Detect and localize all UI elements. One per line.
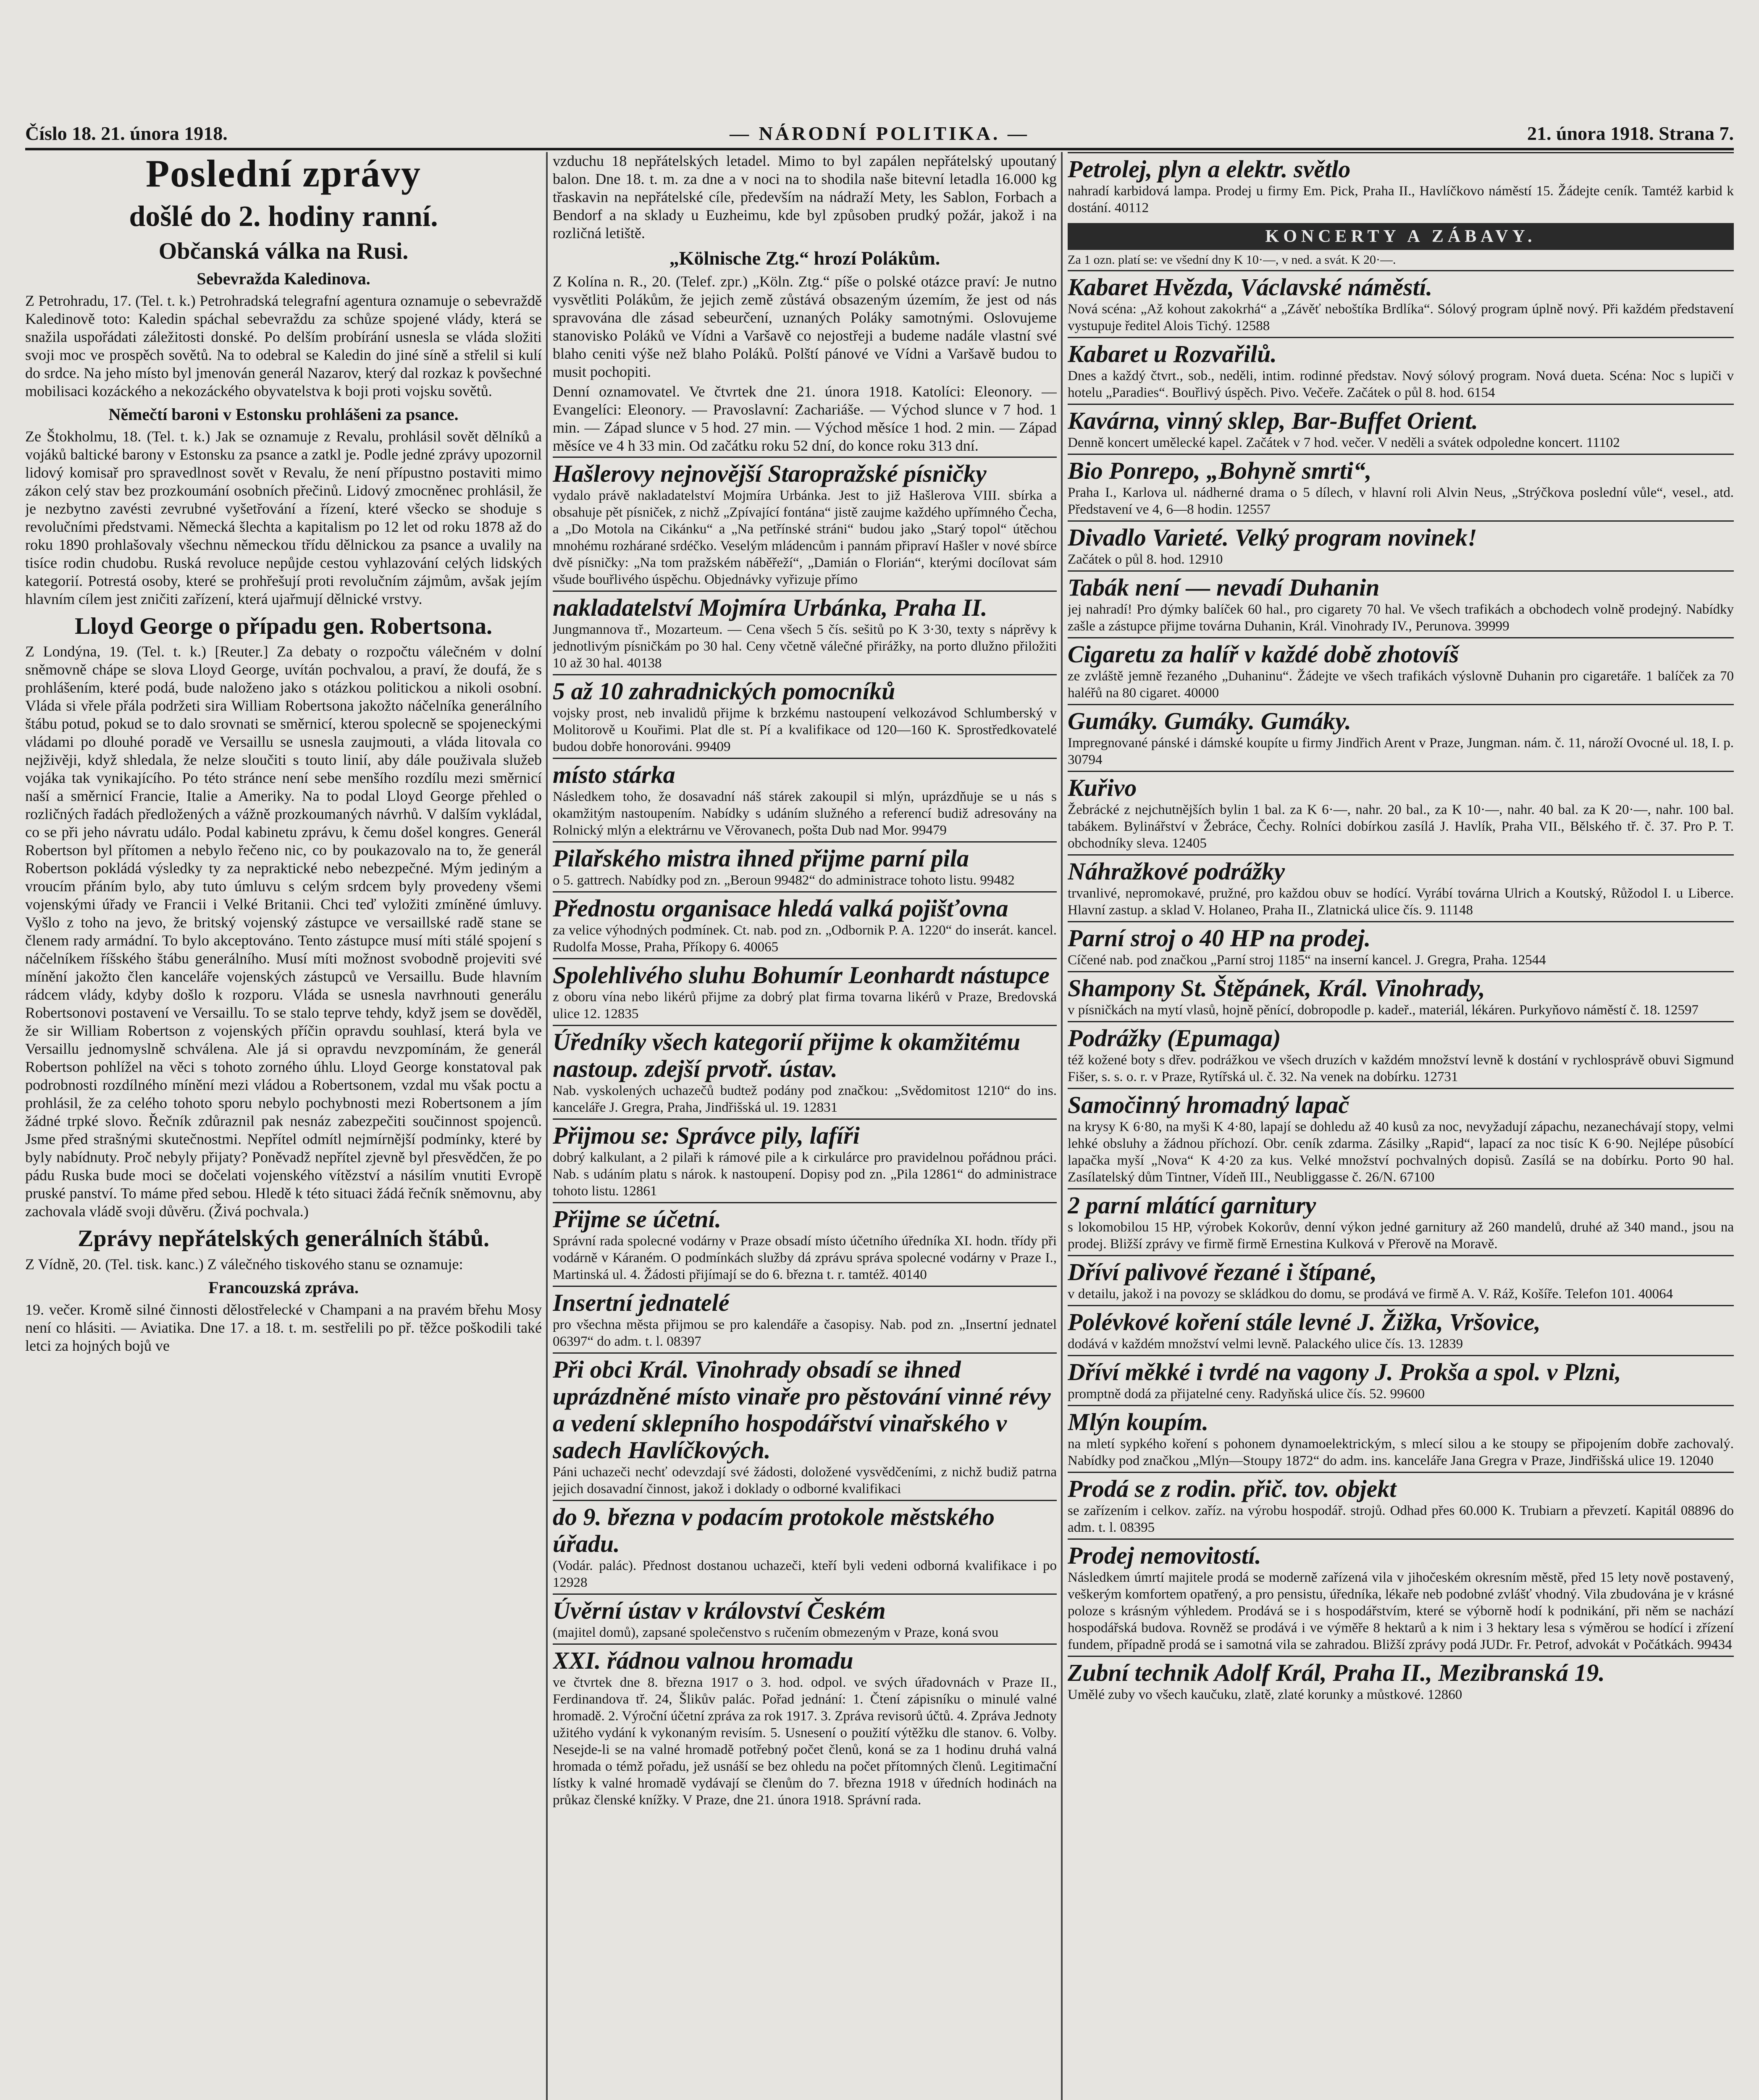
headline: došlé do 2. hodiny ranní.	[129, 200, 438, 233]
ad-body: v detailu, jakož i na povozy se skládkou do domu, se prodává ve firmě A. V. Ráž, Košíře. Telefon 101. 40064	[1068, 1286, 1673, 1302]
classified-ad	[553, 1202, 1057, 1286]
ad-headline: Mlýn koupím.	[1068, 1408, 1209, 1436]
ad-body: nahradí karbidová lampa. Prodej u firmy Em. Pick, Praha II., Havlíčkovo náměstí 15. Žádejte ceník. Tamtéž karbid k dostání. 40112	[1068, 184, 1734, 215]
ad-headline: Polévkové koření stále levné J. Žižka, Vršovice,	[1068, 1308, 1541, 1336]
classified-ad	[1068, 971, 1734, 1021]
article-paragraph: Denní oznamovatel. Ve čtvrtek dne 21. února 1918. Katolíci: Eleonory. — Evangelíci: Eleonory. — Pravoslavní: Zachariáše. — Východ slunce v 7 hod. 1 min. — Západ slunce v 5 hod. 27 min. — Východ měsíce 1 hod. 2 min. — Západ měsíce ve 4 h 33 min. Od začátku roku 52 dní, do konce roku 313 dní.	[553, 383, 1057, 454]
ad-headline: 2 parní mlátící garnitury	[1068, 1192, 1316, 1219]
ad-headline: Cigaretu za halíř v každé době zhotovíš	[1068, 640, 1459, 668]
article-paragraph: Z Kolína n. R., 20. (Telef. zpr.) „Köln. Ztg.“ píše o polské otázce praví: Je nutno vysvětliti Polákům, že jejich země zůstává obsazeným územím, že jest od nás spravována dle zásad sebeurčení, uznaných Poláky samotnými. Oslovujeme stanovisko Poláků ve Vídni a Varšavě co nejostřeji a budeme nadále vlastní své blaho ceniti výše než blaho Poláků. Polští pánové ve Vídni a Varšavě budou to musit pochopiti.	[553, 273, 1057, 380]
ad-headline: Prodá se z rodin. přič. tov. objekt	[1068, 1475, 1397, 1502]
ad-body: Umělé zuby vo všech kaučuku, zlatě, zlaté korunky a můstkové. 12860	[1068, 1687, 1462, 1702]
classified-ad	[553, 841, 1057, 891]
classified-ad	[1068, 637, 1734, 704]
ad-headline: Náhražkové podrážky	[1068, 858, 1285, 885]
ad-body: ve čtvrtek dne 8. března 1917 o 3. hod. odpol. ve svých úřadovnách v Praze II., Ferdinandova tř. 24, Šlikův palác. Pořad jednání: 1. Čtení zápisníku o minulé valné hromadě. 2. Výroční účetní zpráva za rok 1917. 3. Zpráva revisorů účtů. 4. Zpráva Jednoty užitého vydání k vykonaným revisím. 5. Usnesení o použití výtěžku dle stanov. 6. Volby. Nesejde-li se na valné hromadě potřebný počet členů, koná se za 1 hodinu druhá valná hromada o témž pořadu, jež usnáší se bez ohledu na počet přítomných členů. Legitimační lístky k valné hromadě vydávají se členům do 7. března 1918 v úředních hodinách na průkaz členské knížky. V Praze, dne 21. února 1918. Správní rada.	[553, 1675, 1057, 1808]
classified-ad	[1068, 1021, 1734, 1088]
header-page-number: 21. února 1918. Strana 7.	[1527, 123, 1734, 144]
ad-headline: Úvěrní ústav v království Českém	[553, 1596, 886, 1624]
header-rule	[25, 148, 1734, 150]
headline: Zprávy nepřátelských generálních štábů.	[77, 1226, 490, 1252]
ad-body: Žebrácké z nejchutnějších bylin 1 bal. za K 6·—, nahr. 20 bal., za K 10·—, nahr. 40 bal. za K 20·—, nahr. 100 bal. tabákem. Bylinářství v Žebráce, Čechy. Rolníci dobírkou zasílá J. Havlík, Praha VII., Bělského tř. č. 37. Pro P. T. obchodníky sleva. 12405	[1068, 802, 1734, 851]
ad-headline: Spolehlivého sluhu Bohumír Leonhardt nástupce	[553, 961, 1050, 989]
ad-body: pro všechna města přijmou se pro kalendáře a časopisy. Nab. pod zn. „Insertní jednatel 06397“ do adm. t. l. 08397	[553, 1317, 1057, 1349]
ad-body: Dnes a každý čtvrt., sob., neděli, intim. rodinné představ. Nový sólový program. Nová dueta. Scéna: Noc s lupiči v hotelu „Paradies“. Bouřlivý úspěch. Pivo. Večeře. Začátek o půl 8. hod. 6154	[1068, 368, 1734, 400]
ad-headline: Bio Ponrepo, „Bohyně smrti“,	[1068, 457, 1372, 484]
ad-headline: do 9. března v podacím protokole městského úřadu.	[553, 1503, 995, 1557]
ad-body: s lokomobilou 15 HP, výrobek Kokorův, denní výkon jedné garnitury až 260 mandelů, druhé až 340 mand., jsou na prodej. Bližší zprávy ve firmě firmě Ernestina Kulková v Přerově na Moravě.	[1068, 1220, 1734, 1252]
classified-ad	[1068, 771, 1734, 854]
headline: Občanská válka na Rusi.	[158, 238, 409, 265]
article-paragraph: Z Petrohradu, 17. (Tel. t. k.) Petrohradská telegrafní agentura oznamuje o sebevraždě Kaledinově toto: Kaledin spáchal sebevraždu za schůze spojené vlády, která se snažila uspořádati záležitosti donské. Po delším probírání usnesla se vláda složiti svoji moc ve prospěch sovětů. Na to odebral se Kaledin do jiné síně a střelil si kulí do srdce. Na jeho místo byl jmenován generál Nazarov, který dal rozkaz k povšechné mobilisaci kozáckého a nekozáckého obyvatelstva k boji proti vojsku sovětů.	[25, 292, 542, 399]
ad-body: ze zvláště jemně řezaného „Duhaninu“. Žádejte ve všech trafikách výslovně Duhanin pro cigaretáře. 1 balíček za 70 haléřů na 80 cigaret. 40000	[1068, 669, 1734, 701]
classified-ad	[1068, 1472, 1734, 1538]
ad-headline: místo stárka	[553, 761, 675, 788]
classified-ad	[553, 1025, 1057, 1118]
ad-headline: Zubní technik Adolf Král, Praha II., Mezibranská 19.	[1068, 1659, 1605, 1686]
article-paragraph: vzduchu 18 nepřátelských letadel. Mimo to byl zapálen nepřátelský upoutaný balon. Dne 18. t. m. za dne a v noci na to shodila naše bitevní letadla 16.000 kg třaskavin na nepřátelské cíle, především na nádraží Mety, les Sablon, Forbach a Bendorf a na sklady u Euzheimu, kde byl způsoben prudký požár, jakož i na rozličná letiště.	[553, 152, 1057, 242]
ad-body: (Vodár. palác). Přednost dostanou uchazeči, kteří byli vedeni odborná kvalifikace i po 12928	[553, 1558, 1057, 1590]
ad-headline: Dříví palivové řezané i štípané,	[1068, 1258, 1377, 1286]
ad-body: trvanlivé, nepromokavé, pružné, pro každou obuv se hodící. Vyrábí továrna Ulrich a Koutský, Růžodol I. u Liberce. Hlavní zastup. a sklad V. Holaneo, Praha II., Zlatnická ulice čís. 9. 11148	[1068, 886, 1734, 918]
ad-body: vydalo právě nakladatelství Mojmíra Urbánka. Jest to již Hašlerova VIII. sbírka a obsahuje pět písniček, z nichž „Zpívající fontána“ jistě zaujme každého upřímného Čecha, a „Do Motola na Cikánku“ a „Na petřínské stráni“ budou jako „Starý topol“ útěchou mnohému rozhárané srdéčko. Veselým mládencům i pannám připraví Hašler v nové sbírce dvě písničky: „Na tom pražském náběřeží“, „Damián o Florián“, kterými docílovat sám všude bouřlivého úspěchu. Objednávky vyřizuje přímo	[553, 488, 1057, 587]
ad-headline: nakladatelství Mojmíra Urbánka, Praha II.	[553, 593, 987, 621]
classified-ad	[1068, 1305, 1734, 1355]
classified-ad	[553, 1593, 1057, 1643]
classified-ad	[553, 1500, 1057, 1593]
classified-ad	[1068, 1656, 1734, 1706]
ad-headline: Pilařského mistra ihned přijme parní pila	[553, 844, 969, 872]
ad-body: též kožené boty s dřev. podrážkou ve všech druzích v každém množství levně k dostání v rychlosprávě obuvi Sigmund Fišer, s. s. o. r. v Praze, Rytířská ul. č. 32. Na venek na dobírku. 12731	[1068, 1053, 1734, 1084]
classified-ad	[1068, 404, 1734, 454]
page-header	[25, 122, 1734, 147]
headline: „Kölnische Ztg.“ hrozí Polákům.	[669, 247, 940, 269]
ad-body: Začátek o půl 8. hod. 12910	[1068, 552, 1223, 567]
ad-body: promptně dodá za přijatelné ceny. Radyňská ulice čís. 52. 99600	[1068, 1386, 1425, 1402]
classified-ad	[1068, 1188, 1734, 1255]
section-banner: KONCERTY A ZÁBAVY.	[1068, 223, 1734, 250]
classified-ad	[1068, 1405, 1734, 1472]
classified-ad	[553, 958, 1057, 1025]
ad-body: Páni uchazeči nechť odevzdají své žádosti, doložené vysvědčeními, z nichž budiž patrna jejich dosavadní činnost, jakož i doklady o odborné kvalifikaci	[553, 1464, 1057, 1496]
article-paragraph: Z Londýna, 19. (Tel. t. k.) [Reuter.] Za debaty o rozpočtu válečném v dolní sněmovně chápe se slova Lloyd George, uvítán pochvalou, a praví, že doufá, že s prohlášením, které podá, bude naloženo jako s otázkou politickou a nikoli osobní. Vláda si vřele přála podržeti sira William Robertsona jakožto náčelníka generálního štábu potud, pokud se to dalo srovnati se směrnicí, kterou spolecně se spojeneckými vládami po dlouhé poradě ve Versaillu se usnesla zaujmouti, a vláda litovala co nejživěji, když shledala, že nelze sloučiti s touto linií, aby dále použivala služeb vojáka tak vynikajícího. Po této stránce není sebe menšího rozdílu mezi směrnicí naší a směrnicí Francie, Italie a Ameriky. Na to podal Lloyd George přehled o rozličných řadách předložených a vážně prozkoumaných návrhů. V dalším vykládal, co se při jeho návratu událo. Podal kabinetu zprávu, k čemu došel kongres. Generál Robertson byl přítomen a nebylo řečeno nic, co by poukazovalo na to, že generál Robertson pokládá výsledky ty za nepraktické nebo nebezpečné. Mým jediným a vroucím přáním bylo, aby tuto úmluvu s celým srdcem byly provedeny všemi vojenskými úřady ve Francii i Velké Britanii. Chci teď vyložiti zmíněné úmluvy. Vyšlo z toho na jevo, že britský vojenský zástupce ve versaillské radě stane se členem rady armádní. To bylo akceptováno. Tento zástupce musí míti stálé spojení s náčelníkem říšského štábu generálního. Musí míti možnost svobodně projeviti své mínění jakožto člen kanceláře vojenských zástupců ve Versaillu. Bude hlavním rádcem vlády, kdyby došlo k rozporu. Vláda se usnesla navrhnouti generálu Robertsonovi postavení ve Versaillu. To se stalo teprve tehdy, když jsem se dověděl, že sir William Robertson z vojenských příčin opravdu souhlasí, která byla ve Versaillu jednomyslně schválena. Ale já si opravdu nevzpomínám, že generál Robertson pohlížel na věci s tohoto zorného úhlu. Lloyd George konstatoval pak podrobnosti rozdílného mínění mezi vládou a Robertsonem, vzdal mu však poctu a prohlásil, že za celého tohoto sporu nebylo pochybnosti mezi Robertsonem a jím žádné trpké slovo. Řečník zdůraznil pak nesnáz zabezpečiti součinnost spojenců. Jsme před strašnými skutečnostmi. Nepřítel odmítl nejmírnější podmínky, které by byly nabídnuty. Proč nebyly přijaty? Poněvadž nepřítel zjevně byl přesvědčen, že po pádu Ruska bude moci se dočelati vojenského vítězství a násilím vnutiti Evropě pruské panství. To máme před sebou. Hledě k této situaci žádá řečník sněmovnu, aby zachovala vládě svoji důvěru. (Živá pochvala.)	[25, 643, 542, 1220]
ad-headline: Při obci Král. Vinohrady obsadí se ihned uprázdněné místo vinaře pro pěstování vinné révy a vedení sklepního hospodářství vinařského v sadech Havlíčkových.	[553, 1355, 1051, 1464]
ad-body: Správní rada spolecné vodárny v Praze obsadí místo účetního úředníka XI. hodn. třídy při vodárně v Káraném. O podmínkách služby dá zprávu správa spolecné vodárny v Praze I., Martinská ul. 4. Žádosti přijímají se do 6. března t. r. tamtéž. 40140	[553, 1233, 1057, 1282]
ad-headline: Prodej nemovitostí.	[1068, 1542, 1261, 1569]
section-note: Za 1 ozn. platí se: ve všední dny K 10·—, v ned. a svát. K 20·—.	[1068, 253, 1396, 267]
classified-ad	[1068, 1255, 1734, 1305]
classified-ad	[1068, 1088, 1734, 1188]
classified-ad	[1068, 520, 1734, 570]
classified-ad	[553, 1118, 1057, 1202]
column-advertisements	[1068, 152, 1734, 2100]
article-paragraph: Z Vídně, 20. (Tel. tisk. kanc.) Z válečného tiskového stanu se oznamuje:	[25, 1256, 463, 1273]
ad-body: dodává v každém množství velmi levně. Palackého ulice čís. 13. 12839	[1068, 1336, 1463, 1352]
ad-body: Impregnované pánské i dámské koupíte u firmy Jindřich Arent v Praze, Jungman. nám. č. 11, nároží Ovocné ul. 18, I. p. 30794	[1068, 735, 1734, 767]
ad-headline: Insertní jednatelé	[553, 1289, 730, 1316]
article-paragraph: 19. večer. Kromě silné činnosti dělostřelecké v Champani a na pravém břehu Mosy není co hlásiti. — Aviatika. Dne 17. a 18. t. m. sestřelili po př. těžce poškodili také letci za hojných bojů ve	[25, 1301, 542, 1354]
classified-ad	[1068, 454, 1734, 520]
classified-ad	[1068, 152, 1734, 219]
classified-ad	[553, 591, 1057, 674]
ad-headline: Dříví měkké i tvrdé na vagony J. Prokša a spol. v Plzni,	[1068, 1358, 1621, 1386]
ad-body: o 5. gattrech. Nabídky pod zn. „Beroun 99482“ do administrace tohoto listu. 99482	[553, 872, 1015, 888]
classified-ad	[553, 1286, 1057, 1352]
ad-body: dobrý kalkulant, a 2 pilaři k rámové pile a k cirkulárce pro pravidelnou pořádnou práci. Nab. s udáním platu s nárok. k nastoupení. Dopisy pod zn. „Pila 12861“ do administrace tohoto listu. 12861	[553, 1150, 1057, 1199]
classified-ad	[1068, 704, 1734, 771]
column-news-and-ads	[553, 152, 1057, 2100]
ad-headline: Kabaret u Rozvařilů.	[1068, 340, 1277, 368]
ad-body: (majitel domů), zapsané společenstvo s ručením obmezeným v Praze, koná svou	[553, 1625, 999, 1640]
column-divider	[546, 152, 548, 2100]
classified-ad	[1068, 337, 1734, 404]
article-paragraph: Ze Štokholmu, 18. (Tel. t. k.) Jak se oznamuje z Revalu, prohlásil sovět dělníků a vojáků baltické barony v Estonsku za psance a zatkl je. Podle jedné zprávy upozornil lidový komisař pro spravedlnost sovět v Revalu, že není přípustno postaviti mimo zákon celý stav bez prozkoumání osobních přečinů. Lidový zmocněnec prohlásil, že je nezbytno zavésti zevrubné vyšetřování a řízení, které všecko se shoduje s revolučními předstvami. Německá šlechta a kapitalism po 12 let od roku 1878 až do roku 1890 prohlašovaly všechnu německou třídu dělnickou za psance a uvalily na tisíce rodin chudobu. Ruská revoluce nepůjde cestou vyhlazování celých lidských kategorií. Potrestá osoby, které se prohřešují proti revolučním zájmům, avšak jejím hlavním cílem jest zničiti zařízení, která ujařmují dělnické vrstvy.	[25, 428, 542, 607]
classified-ad	[1068, 1538, 1734, 1656]
headline: Němečtí baroni v Estonsku prohlášeni za psance.	[108, 404, 459, 424]
ad-headline: 5 až 10 zahradnických pomocníků	[553, 677, 895, 705]
headline: Francouzská zpráva.	[208, 1278, 359, 1297]
ad-body: jej nahradí! Pro dýmky balíček 60 hal., pro cigarety 70 hal. Ve všech trafikách a obchodech volně prodejný. Nabídky zašle a zástupce přijme továrna Duhanin, Král. Vinohrady IV., Perunova. 39999	[1068, 602, 1734, 634]
column-news	[25, 152, 542, 2100]
headline: Lloyd George o případu gen. Robertsona.	[74, 613, 493, 639]
ad-body: v písničkách na mytí vlasů, hojně pěnící, dobropodle p. kadeř., materiál, lékáren. Purkyňovo náměstí č. 18. 12597	[1068, 1003, 1699, 1018]
ad-body: Nab. vyskolených uchazečů budtež podány pod značkou: „Svědomitost 1210“ do ins. kanceláře J. Gregra, Praha, Jindřišská ul. 19. 12831	[553, 1083, 1057, 1115]
classified-ad	[553, 758, 1057, 841]
classified-ad	[1068, 570, 1734, 637]
ad-headline: Tabák není — nevadí Duhanin	[1068, 574, 1380, 601]
ad-body: Jungmannova tř., Mozarteum. — Cena všech 5 čís. sešitů po K 3·30, texty s náprěvy k jednotlivým písničkám po 30 hal. Ceny včetně válečné přirážky, na porto dlužno přiložiti 10 až 30 hal. 40138	[553, 622, 1057, 671]
classified-ad	[1068, 1355, 1734, 1405]
ad-body: Následkem toho, že dosavadní náš stárek zakoupil si mlýn, uprázdňuje se u nás s okamžitým nastoupením. Nabídky s udáním služného a referencí budiž adresovány na Rolnický mlýn a elektrárnu ve Věrovanech, pošta Dub nad Mor. 99479	[553, 789, 1057, 838]
ad-headline: Přijme se účetní.	[553, 1205, 722, 1233]
ad-body: se zařízením i celkov. zaříz. na výrobu hospodář. strojů. Odhad přes 60.000 K. Trubiarn a převzetí. Kapitál 08896 do adm. t. l. 08395	[1068, 1503, 1734, 1535]
ad-body: Cíčené nab. pod značkou „Parní stroj 1185“ na inserní kancel. J. Gregra, Praha. 12544	[1068, 953, 1546, 968]
ad-body: na mletí sypkého koření s pohonem dynamoelektrickým, s mlecí silou a ke stoupy se připojením dobře zachovalý. Nabídky pod značkou „Mlýn—Stoupy 1872“ do adm. ins. kanceláře Jana Gregra v Praze, Jindřišská ulice 19. 12040	[1068, 1436, 1734, 1468]
ad-headline: Úředníky všech kategorií přijme k okamžitému nastoup. zdejší prvotř. ústav.	[553, 1028, 1021, 1082]
classified-ad	[553, 674, 1057, 758]
header-issue-date: Číslo 18. 21. února 1918.	[25, 123, 228, 144]
ad-headline: Divadlo Varieté. Velký program novinek!	[1068, 524, 1477, 551]
ad-body: Následkem úmrtí majitele prodá se moderně zařízená vila v jihočeském okresním městě, před 15 lety nově postavený, veškerým komfortem opatřený, a pro pensistu, úředníka, lékaře neb podobné zvlášť vhodný. Vila zbudována je v krásné poloze s krásným výhledem. Prodává se i s hospodářstvím, které se výborně hodí k podnikání, při něm se nachází hospodářská budova. Rovněž se prodává i ve výměře 8 hektarů a k nim i 3 hektary lesa s výměrou se hodící i zřízení fundem, případně prodá se i samotná vila se zahradou. Bližší zprávy podá JUDr. Fr. Petrof, advokát v Počátkách. 99434	[1068, 1570, 1734, 1652]
ad-headline: Shampony St. Štěpánek, Král. Vinohrady,	[1068, 974, 1485, 1002]
ad-headline: Kabaret Hvězda, Václavské náměstí.	[1068, 273, 1433, 301]
ad-body: za velice výhodných podmínek. Ct. nab. pod zn. „Odbornik P. A. 1220“ do inserát. kancel. Rudolfa Mosse, Praha, Příkopy 6. 40065	[553, 922, 1057, 955]
ad-headline: Gumáky. Gumáky. Gumáky.	[1068, 707, 1352, 735]
ad-headline: XXI. řádnou valnou hromadu	[553, 1646, 853, 1674]
column-divider	[1061, 152, 1063, 2100]
ad-body: vojsky prost, neb invalidů přijme k brzkému nastoupení velkozávod Schlumberský v Molitorově u Kouřimi. Plat dle st. Pí a kvalifikace od 120—160 K. Sprostředkovatelé budou dobře honorováni. 99409	[553, 705, 1057, 754]
classified-ad	[553, 1352, 1057, 1500]
headline: Sebevražda Kaledinova.	[197, 269, 370, 289]
ad-headline: Přednostu organisace hledá valká pojišťovna	[553, 894, 1008, 922]
ad-body: Denně koncert umělecké kapel. Začátek v 7 hod. večer. V neděli a svátek odpoledne koncert. 11102	[1068, 435, 1620, 450]
classified-ad	[553, 891, 1057, 958]
ad-headline: Přijmou se: Správce pily, lafíři	[553, 1121, 860, 1149]
headline: Poslední zprávy	[145, 152, 422, 195]
ad-body: z oboru vína nebo likérů přijme za dobrý plat firma tovarna likérů v Praze, Bredovská ulice 12. 12835	[553, 989, 1057, 1021]
classified-ad	[1068, 854, 1734, 921]
ad-headline: Podrážky (Epumaga)	[1068, 1024, 1281, 1052]
classified-ad	[1068, 921, 1734, 971]
ad-body: Praha I., Karlova ul. nádherné drama o 5 dílech, v hlavní roli Alvin Neus, „Strýčkova poslední vůle“, vesel., atd. Představení ve 4, 6—8 hodin. 12557	[1068, 485, 1734, 517]
ad-body: na krysy K 6·80, na myši K 4·80, lapají se dohledu až 40 kusů za noc, nevyžadují zápachu, nezanechávají stopy, velmi lehké obsluhy a žádnou příchozí. Obr. ceník zdarma. Zásilky „Rapid“, lapací za noc tisíc K 6·90. Nejlépe působící lapačka myší „Nova“ K 4·20 za kus. Velké množství pochvalných dopisů. Zasílá se na dobírku. Porto 90 hal. Zasílatelský dům Tintner, Vídeň III., Neubliggasse č. 26/N. 67100	[1068, 1119, 1734, 1185]
masthead-title: — NÁRODNÍ POLITIKA. —	[730, 123, 1029, 144]
ad-headline: Kuřivo	[1068, 774, 1137, 801]
ad-headline: Samočinný hromadný lapač	[1068, 1091, 1349, 1118]
ad-headline: Parní stroj o 40 HP na prodej.	[1068, 924, 1371, 952]
ad-headline: Kavárna, vinný sklep, Bar-Buffet Orient.	[1068, 407, 1478, 434]
ad-headline: Petrolej, plyn a elektr. světlo	[1068, 155, 1351, 183]
ad-body: Nová scéna: „Až kohout zakokrhá“ a „Závěť neboštíka Brdlíka“. Sólový program úplně nový. Při každém představení vystupuje ředitel Alois Tichý. 12588	[1068, 302, 1734, 333]
classified-ad	[553, 457, 1057, 591]
classified-ad	[553, 1643, 1057, 1811]
ad-headline: Hašlerovy nejnovější Staropražské písničky	[553, 459, 987, 487]
classified-ad	[1068, 270, 1734, 337]
